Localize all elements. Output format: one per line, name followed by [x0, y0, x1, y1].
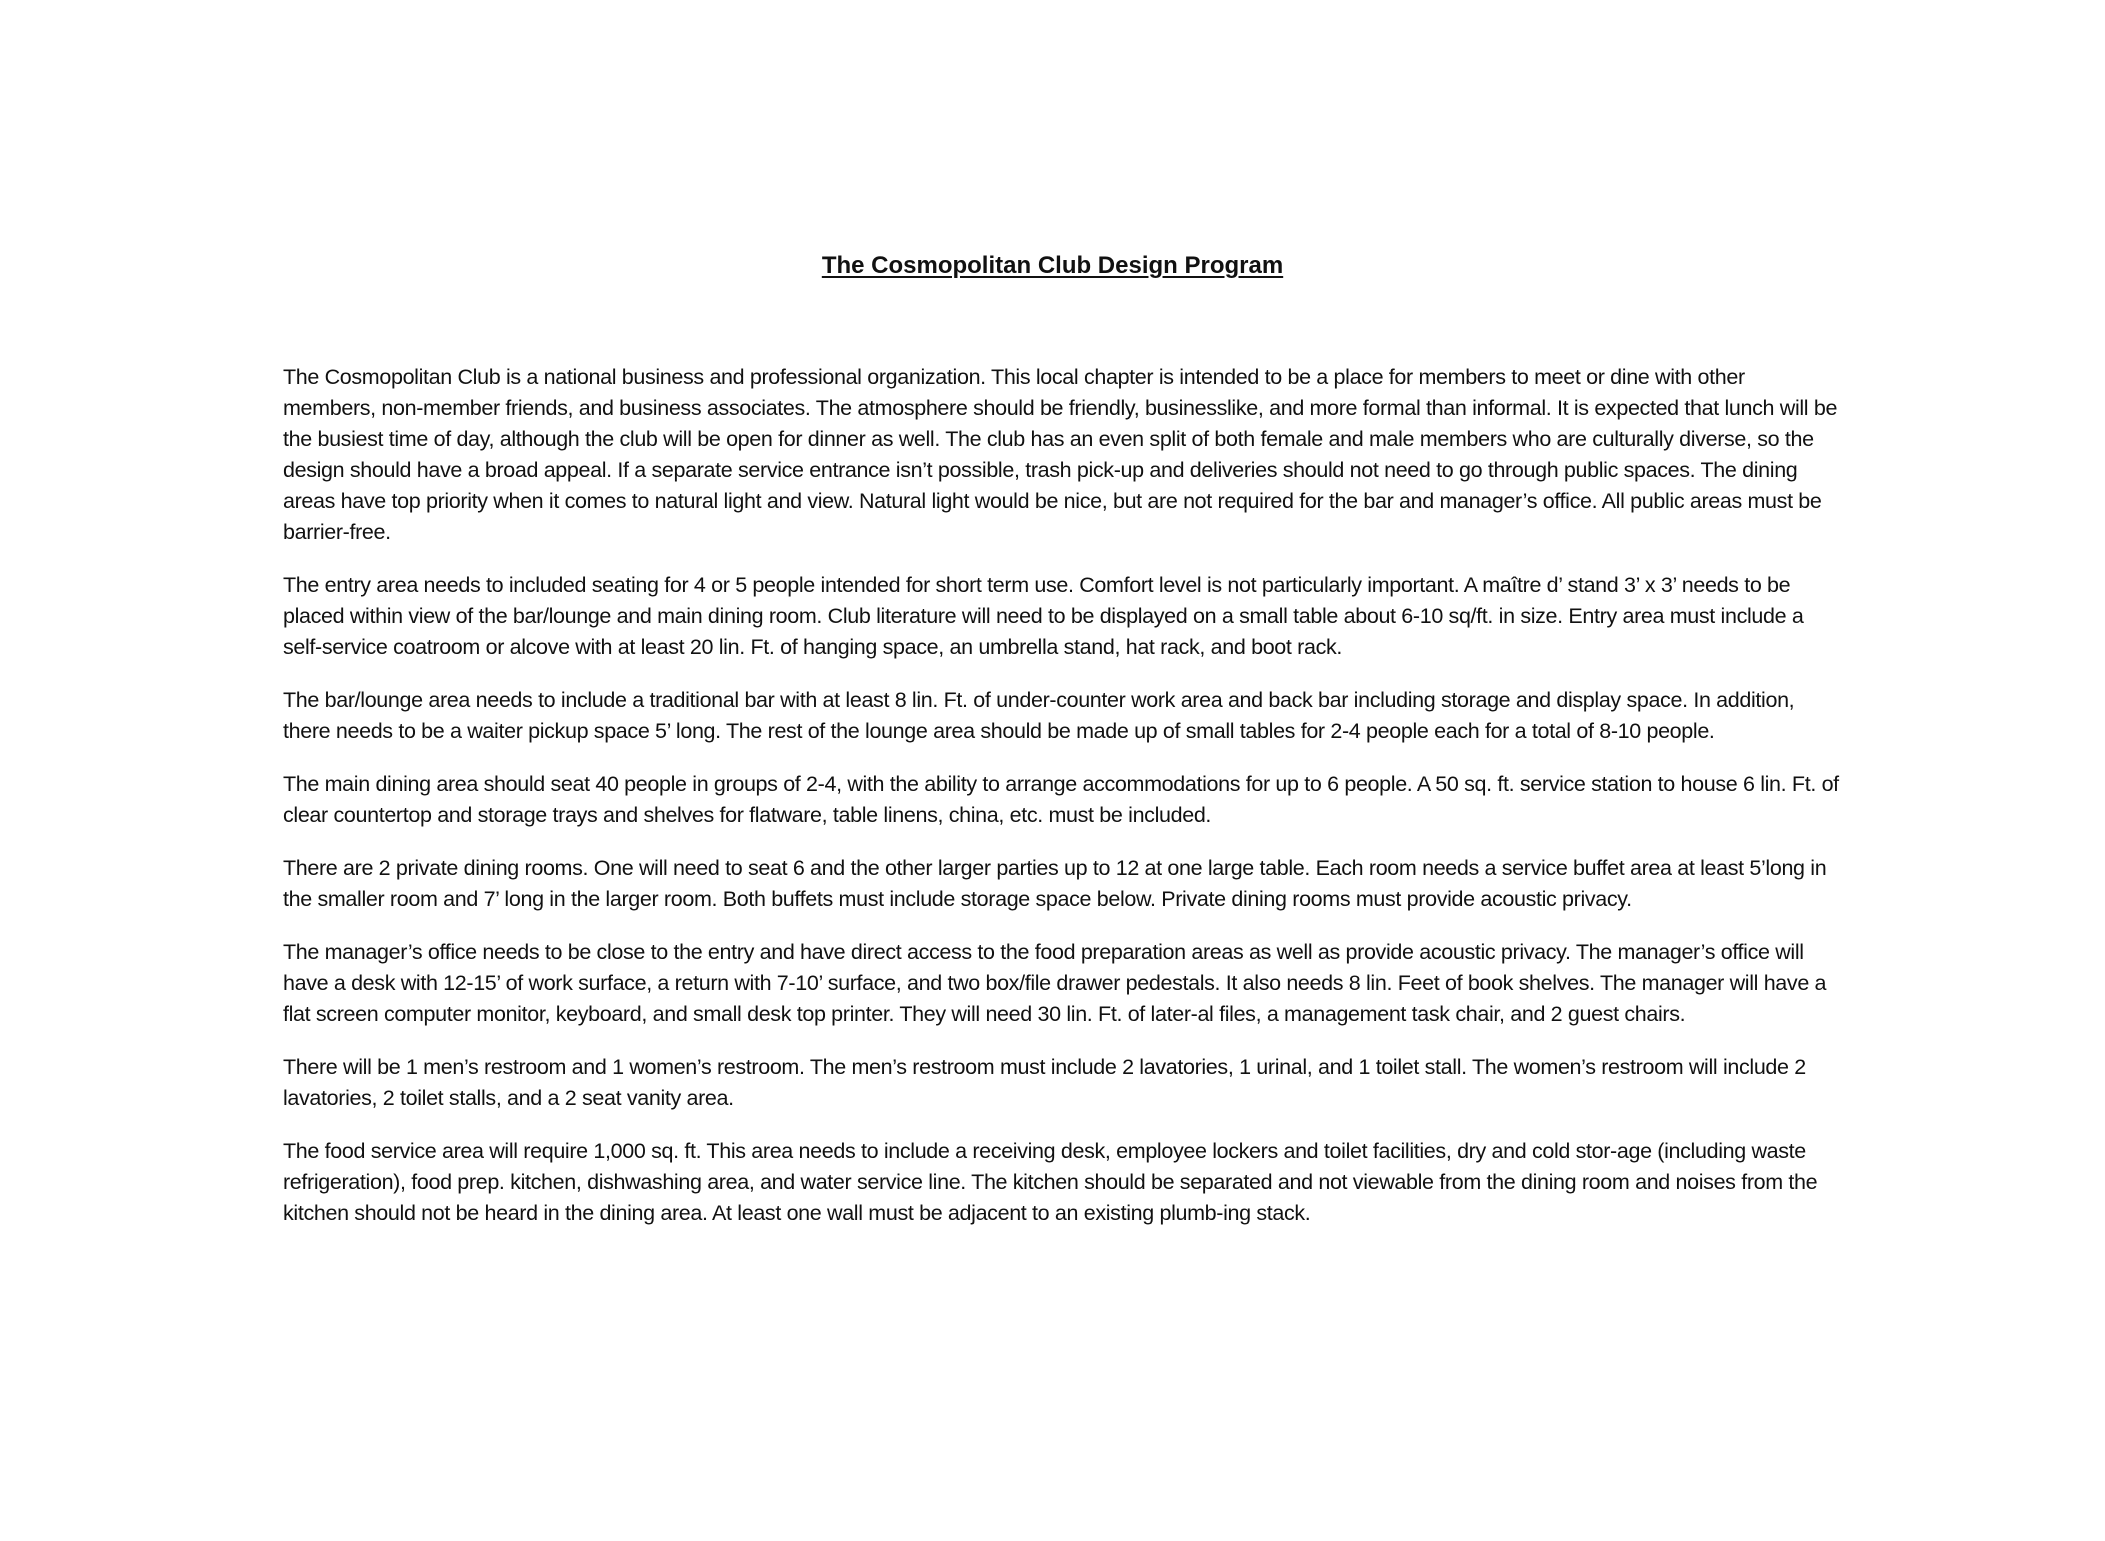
paragraph-private-dining: There are 2 private dining rooms. One will need to seat 6 and the other larger parties up to 12 at one large table. Each room needs a service buffet area at least 5’long in the smaller room and 7’ long in the larger room. Both buffets must include storage space below. Private dining rooms must provide acoustic privacy.	[283, 856, 1827, 911]
paragraph-restrooms: There will be 1 men’s restroom and 1 women’s restroom. The men’s restroom must include 2 lavatories, 1 urinal, and 1 toilet stall. The women’s restroom will include 2 lavatories, 2 toilet stalls, and a 2 seat vanity area.	[283, 1055, 1806, 1110]
paragraph-bar-lounge: The bar/lounge area needs to include a traditional bar with at least 8 lin. Ft. of under-counter work area and back bar including storage and display space. In addition, there needs to be a waiter pickup space 5’ long. The rest of the lounge area should be made up of small tables for 2-4 people each for a total of 8-10 people.	[283, 688, 1795, 743]
paragraph-main-dining: The main dining area should seat 40 people in groups of 2-4, with the ability to arrange accommodations for up to 6 people. A 50 sq. ft. service station to house 6 lin. Ft. of clear countertop and storage trays and shelves for flatware, table linens, china, etc. must be included.	[283, 772, 1839, 827]
document-body	[283, 362, 1843, 1251]
paragraph-food-service: The food service area will require 1,000 sq. ft. This area needs to include a receiving desk, employee lockers and toilet facilities, dry and cold stor-age (including waste refrigeration), food prep. kitchen, dishwashing area, and water service line. The kitchen should be separated and not viewable from the dining room and noises from the kitchen should not be heard in the dining area. At least one wall must be adjacent to an existing plumb-ing stack.	[283, 1139, 1818, 1225]
document-title: The Cosmopolitan Club Design Program	[821, 252, 1284, 279]
paragraph-entry-area: The entry area needs to included seating for 4 or 5 people intended for short term use. Comfort level is not particularly important. A maître d’ stand 3’ x 3’ needs to be placed within view of the bar/lounge and main dining room. Club literature will need to be displayed on a small table about 6-10 sq/ft. in size. Entry area must include a self-service coatroom or alcove with at least 20 lin. Ft. of hanging space, an umbrella stand, hat rack, and boot rack.	[283, 573, 1804, 659]
paragraph-managers-office: The manager’s office needs to be close to the entry and have direct access to the food preparation areas as well as provide acoustic privacy. The manager’s office will have a desk with 12-15’ of work surface, a return with 7-10’ surface, and two box/file drawer pedestals. It also needs 8 lin. Feet of book shelves. The manager will have a flat screen computer monitor, keyboard, and small desk top printer. They will need 30 lin. Ft. of later-al files, a management task chair, and 2 guest chairs.	[283, 940, 1827, 1026]
paragraph-overview: The Cosmopolitan Club is a national business and professional organization. This local chapter is intended to be a place for members to meet or dine with other members, non-member friends, and business associates. The atmosphere should be friendly, businesslike, and more formal than informal. It is expected that lunch will be the busiest time of day, although the club will be open for dinner as well. The club has an even split of both female and male members who are culturally diverse, so the design should have a broad appeal. If a separate service entrance isn’t possible, trash pick-up and deliveries should not need to go through public spaces. The dining areas have top priority when it comes to natural light and view. Natural light would be nice, but are not required for the bar and manager’s office. All public areas must be barrier-free.	[283, 365, 1838, 544]
